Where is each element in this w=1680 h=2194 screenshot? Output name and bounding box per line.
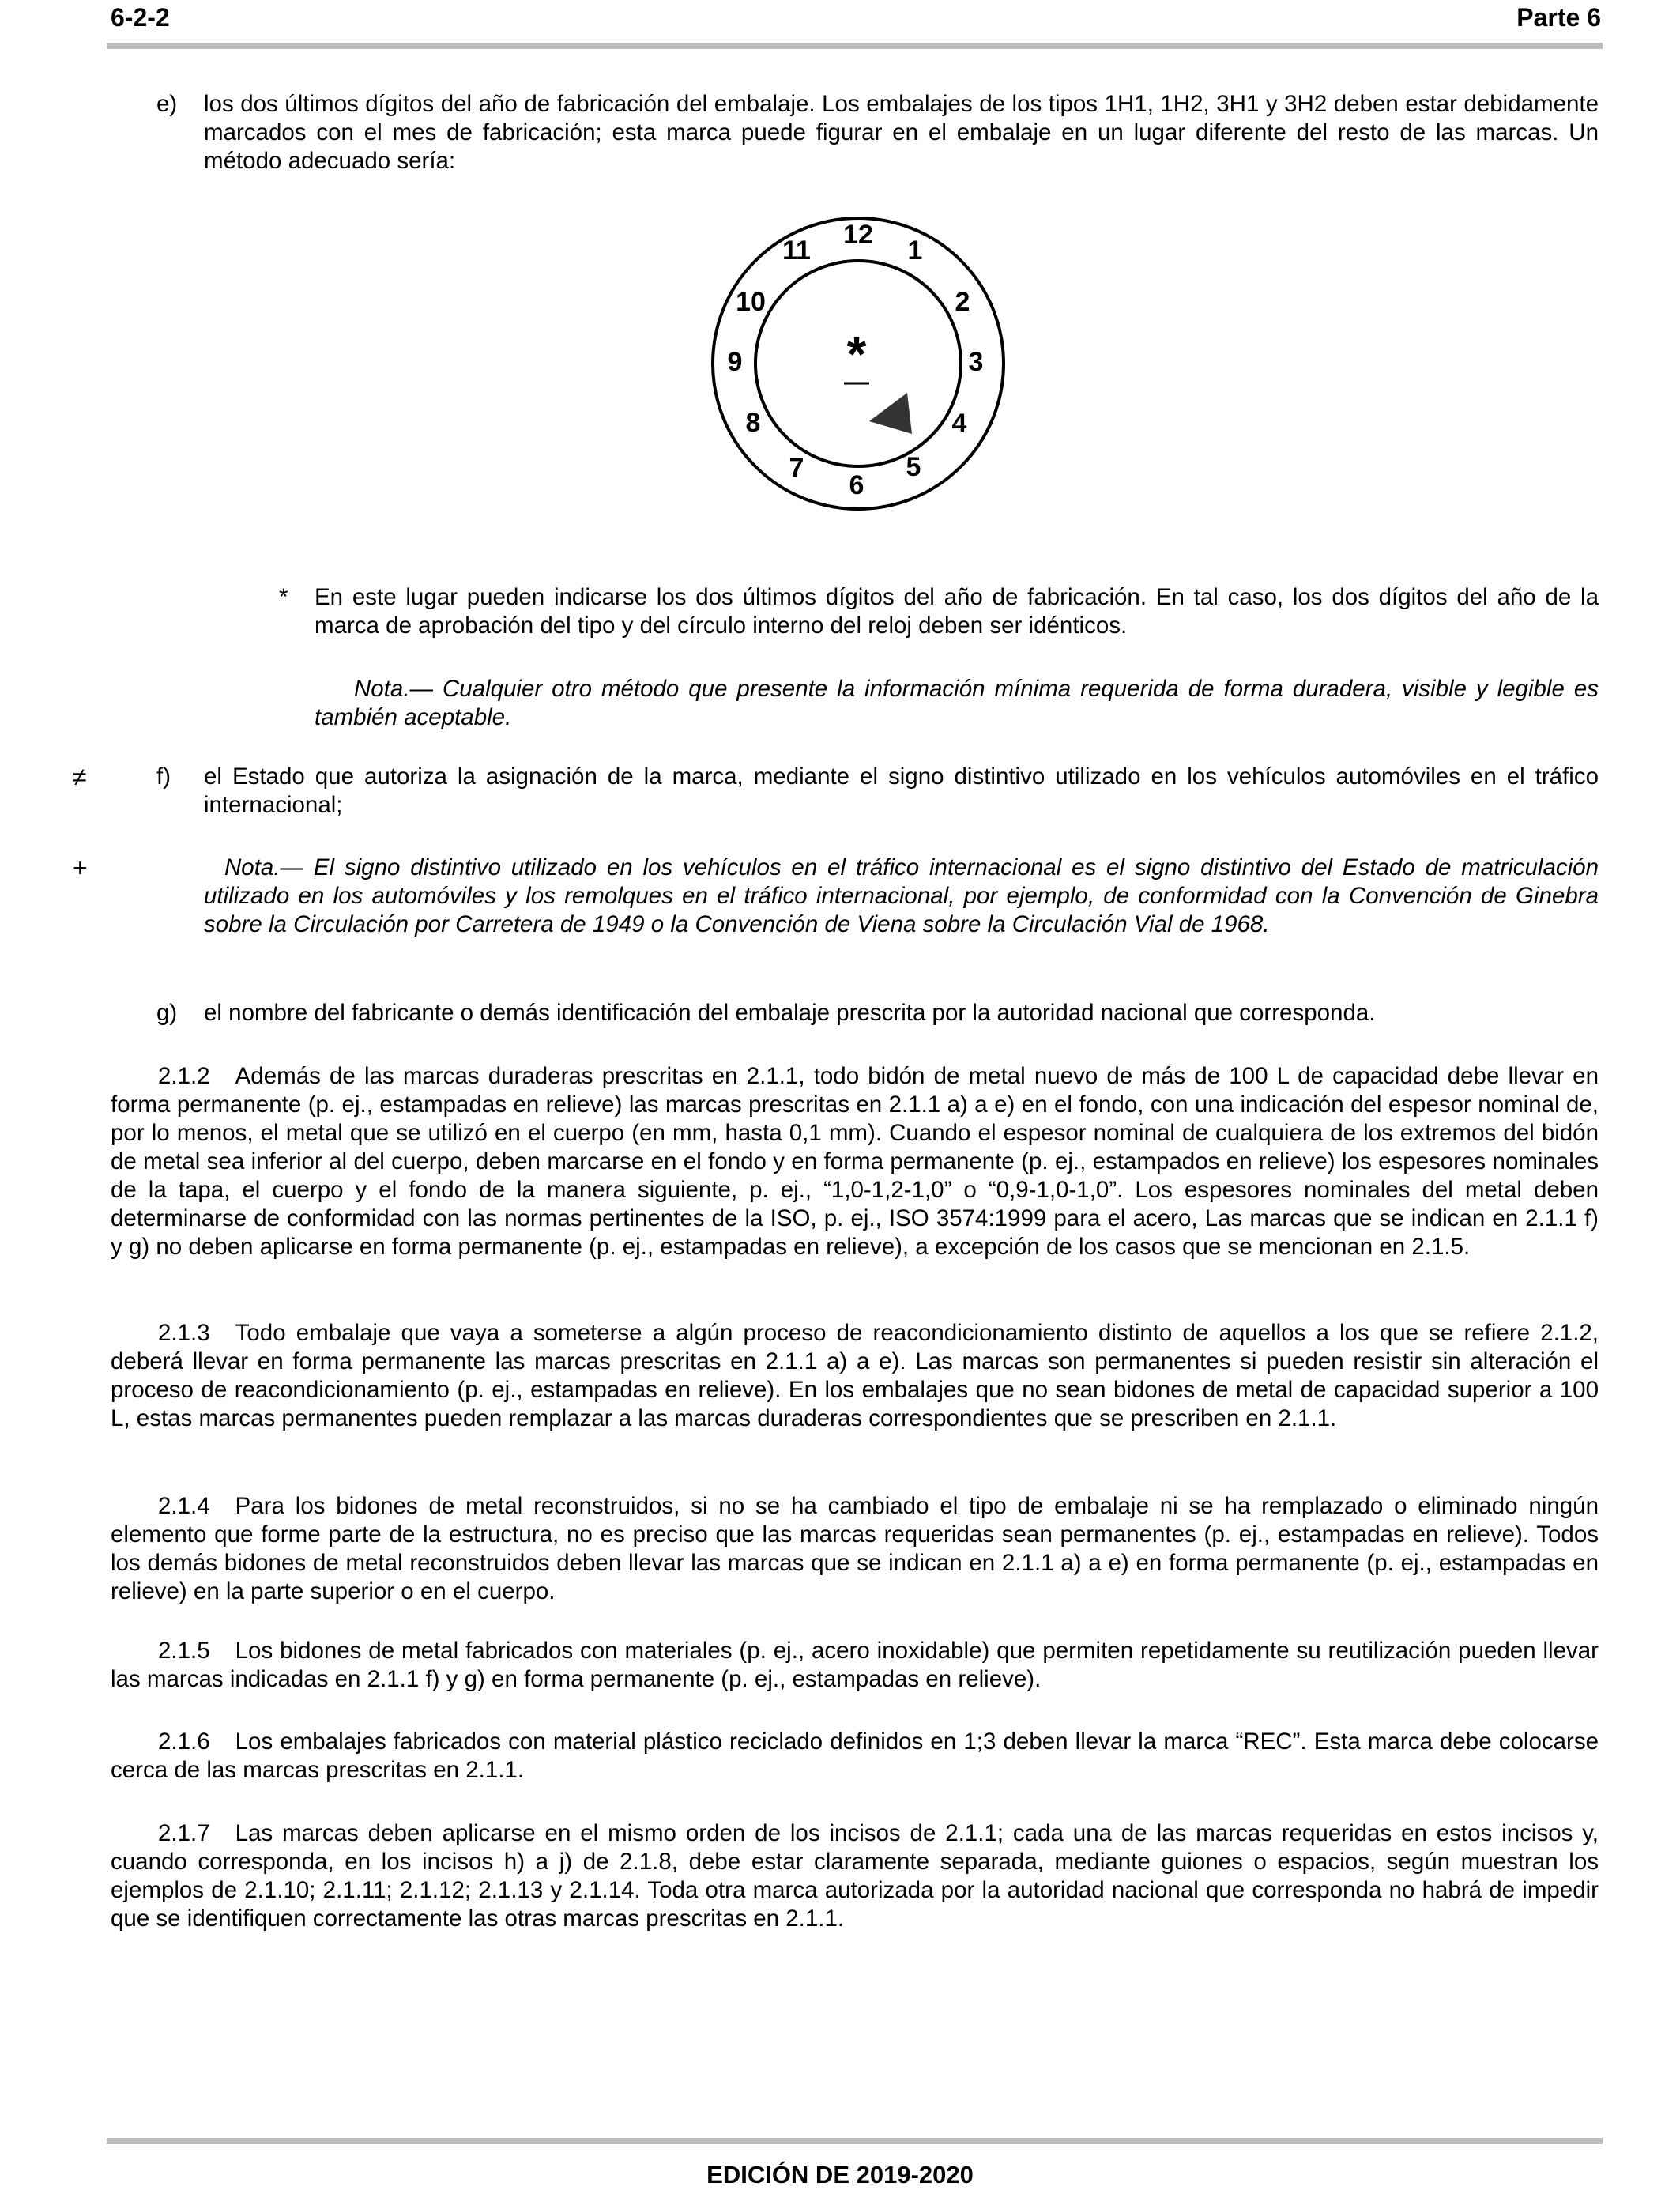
section-2-1-6 xyxy=(111,1728,1599,1785)
section-number: 2.1.3 xyxy=(158,1320,210,1346)
section-text: Para los bidones de metal reconstruidos, si no se ha cambiado el tipo de embalaje ni se ha remplazado o eliminado ningún elemento que forme parte de la estructura, no es preciso que las marcas requeridas sean permanentes (p. ej., estampadas en relieve). Todos los demás bidones de metal reconstruidos deben llevar las marcas que se indican en 2.1.1 a) a e) en forma permanente (p. ej., estampadas en relieve) en la parte superior o en el cuerpo. xyxy=(111,1493,1599,1604)
clock-number-2: 2 xyxy=(955,287,970,317)
clock-number-5: 5 xyxy=(906,452,921,482)
clock-number-7: 7 xyxy=(789,453,804,483)
edition-footer: EDICIÓN DE 2019-2020 xyxy=(706,2161,974,2188)
header-rule xyxy=(107,43,1603,49)
item-g-label: g) xyxy=(156,1000,178,1026)
section-2-1-7 xyxy=(111,1819,1599,1933)
clock-number-1: 1 xyxy=(907,236,923,266)
clock-number-8: 8 xyxy=(745,408,761,438)
change-marker-plus: + xyxy=(73,854,88,882)
section-text: Los bidones de metal fabricados con materiales (p. ej., acero inoxidable) que permiten repetidamente su reutilización pueden llevar las marcas indicadas en 2.1.1 f) y g) en forma permanente (p. ej., estampadas en relieve). xyxy=(111,1638,1599,1692)
item-g-text: el nombre del fabricante o demás identificación del embalaje prescrita por la autoridad nacional que corresponda. xyxy=(204,1000,1376,1026)
section-2-1-4 xyxy=(111,1492,1599,1606)
section-text: Las marcas deben aplicarse en el mismo orden de los incisos de 2.1.1; cada una de las marcas requeridas en estos incisos y, cuando corresponda, en los incisos h) a j) de 2.1.8, debe estar claramente separada, mediante guiones o espacios, según muestran los ejemplos de 2.1.10; 2.1.11; 2.1.12; 2.1.13 y 2.1.14. Toda otra marca autorizada por la autoridad nacional que corresponda no habrá de impedir que se identifiquen correctamente las otras marcas prescritas en 2.1.1. xyxy=(111,1820,1599,1932)
clock-number-9: 9 xyxy=(727,347,743,377)
section-number: 2.1.6 xyxy=(158,1728,210,1755)
change-marker-not-equal: ≠ xyxy=(73,763,87,791)
section-2-1-2 xyxy=(111,1062,1599,1261)
section-2-1-3 xyxy=(111,1319,1599,1433)
page-number: 6-2-2 xyxy=(111,3,170,32)
footnote-text: En este lugar pueden indicarse los dos últimos dígitos del año de fabricación. En tal caso, los dos dígitos del año de la marca de aprobación del tipo y del círculo interno del reloj deben ser idénticos. xyxy=(315,584,1599,639)
clock-number-3: 3 xyxy=(968,347,984,377)
clock-number-6: 6 xyxy=(849,470,864,500)
section-number: 2.1.7 xyxy=(158,1820,210,1846)
item-f-label: f) xyxy=(156,763,171,790)
section-number: 2.1.2 xyxy=(158,1063,210,1089)
section-text: Los embalajes fabricados con material plástico reciclado definidos en 1;3 deben llevar la marca “REC”. Esta marca debe colocarse cerca de las marcas prescritas en 2.1.1. xyxy=(111,1728,1599,1783)
section-text: Además de las marcas duraderas prescritas en 2.1.1, todo bidón de metal nuevo de más de 100 L de capacidad debe llevar en forma permanente (p. ej., estampadas en relieve) las marcas prescritas en 2.1.1 a) a e) en el fondo, con una indicación del espesor nominal de, por lo menos, el metal que se utilizó en el cuerpo (en mm, hasta 0,1 mm). Cuando el espesor nominal de cualquiera de los extremos del bidón de metal sea inferior al del cuerpo, deben marcarse en el fondo y en forma permanente (p. ej., estampados en relieve) los espesores nominales de la tapa, el cuerpo y el fondo de la manera siguiente, p. ej., “1,0-1,2-1,0” o “0,9-1,0-1,0”. Los espesores nominales del metal deben determinarse de conformidad con las normas pertinentes de la ISO, p. ej., ISO 3574:1999 para el acero, Las marcas que se indican en 2.1.1 f) y g) no deben aplicarse en forma permanente (p. ej., estampadas en relieve), a excepción de los casos que se mencionan en 2.1.5. xyxy=(111,1063,1599,1260)
note-2-lead: Nota.— xyxy=(224,854,314,880)
note-1 xyxy=(315,675,1599,732)
item-e-label: e) xyxy=(156,91,178,117)
note-1-text: Cualquier otro método que presente la información mínima requerida de forma duradera, visible y legible es también aceptable. xyxy=(315,676,1599,730)
clock-number-11: 11 xyxy=(782,236,811,266)
clock-number-10: 10 xyxy=(736,287,766,317)
item-f-text: el Estado que autoriza la asignación de la marca, mediante el signo distintivo utilizado en los vehículos automóviles en el tráfico internacional; xyxy=(204,763,1599,818)
section-number: 2.1.5 xyxy=(158,1638,210,1664)
note-2-text: El signo distintivo utilizado en los vehículos en el tráfico internacional es el signo distintivo del Estado de matriculación utilizado en los automóviles y los remolques en el tráfico internacional, por ejemplo, de conformidad con la Convención de Ginebra sobre la Circulación por Carretera de 1949 o la Convención de Viena sobre la Circulación Vial de 1968. xyxy=(204,854,1599,937)
footer-rule xyxy=(107,2138,1603,2144)
footnote-asterisk: * xyxy=(279,584,288,610)
note-2 xyxy=(204,854,1599,939)
note-1-lead: Nota.— xyxy=(354,676,443,702)
section-number: 2.1.4 xyxy=(158,1493,210,1519)
clock-number-4: 4 xyxy=(951,409,967,439)
item-e-text: los dos últimos dígitos del año de fabricación del embalaje. Los embalajes de los tipos 1H1, 1H2, 3H1 y 3H2 deben estar debidamente marcados con el mes de fabricación; esta marca puede figurar en el embalaje en un lugar diferente del resto de las marcas. Un método adecuado sería: xyxy=(204,91,1599,174)
clock-pointer-arrow-icon xyxy=(869,393,912,434)
clock-number-12: 12 xyxy=(843,220,873,250)
month-clock-diagram xyxy=(711,209,1011,518)
clock-center-star: * xyxy=(846,326,867,383)
section-2-1-5 xyxy=(111,1637,1599,1694)
section-text: Todo embalaje que vaya a someterse a algún proceso de reacondicionamiento distinto de aquellos a los que se refiere 2.1.2, deberá llevar en forma permanente las marcas prescritas en 2.1.1 a) a e). Las marcas son permanentes si pueden resistir sin alteración el proceso de reacondicionamiento (p. ej., estampadas en relieve). En los embalajes que no sean bidones de metal de capacidad superior a 100 L, estas marcas permanentes pueden remplazar a las marcas duraderas correspondientes que se prescriben en 2.1.1. xyxy=(111,1320,1599,1431)
part-title: Parte 6 xyxy=(1516,3,1601,32)
